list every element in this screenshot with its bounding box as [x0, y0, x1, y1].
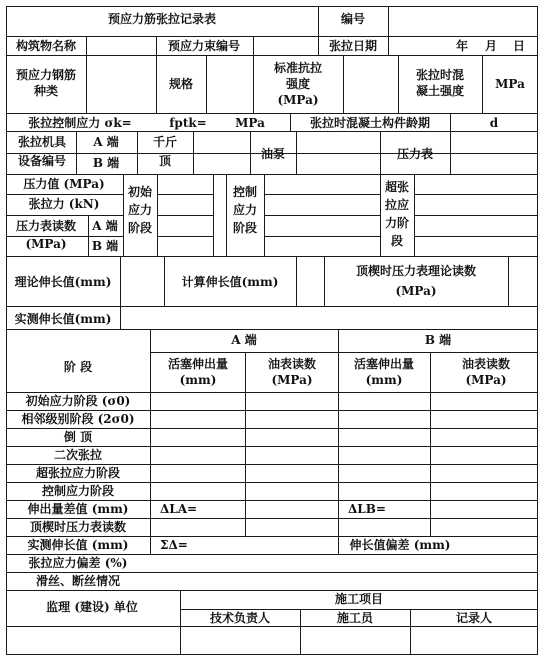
rule-line	[264, 215, 380, 216]
rule-line	[6, 482, 538, 483]
delta-b-label: ΔLB=	[348, 502, 386, 516]
stage-end-a: A 端	[92, 219, 118, 233]
elong-deviation-label: 伸长值偏差 (mm)	[349, 538, 451, 552]
piston-header-b: (mm)	[365, 373, 403, 387]
supervisor-label: 监理 (建设) 单位	[46, 600, 138, 614]
table-end-a-header: A 端	[231, 333, 257, 347]
rule-line	[253, 36, 254, 55]
over-stage-label: 拉应	[384, 198, 410, 212]
rule-line	[245, 352, 246, 536]
project-label: 施工项目	[334, 592, 384, 606]
tendon-no-label: 预应力束编号	[167, 39, 241, 53]
rule-line	[206, 55, 207, 113]
initial-stage-label: 初始	[127, 185, 153, 199]
date-month-label: 月	[484, 39, 498, 53]
rule-line	[6, 626, 538, 627]
stage-row-label: 初始应力阶段 (σ0)	[25, 394, 131, 408]
stage-row-label: 二次张拉	[53, 448, 103, 462]
rule-line	[343, 55, 344, 113]
gauge-read-label: 压力表读数	[15, 219, 77, 233]
rule-line	[86, 55, 87, 113]
initial-stage-label: 应力	[127, 203, 153, 217]
rule-line	[6, 500, 538, 501]
end-b-label: B 端	[92, 156, 120, 170]
stage-row-label: 超张拉应力阶段	[35, 466, 121, 480]
rule-line	[213, 174, 214, 256]
worker-label: 施工员	[336, 611, 374, 625]
date-day-label: 日	[512, 39, 526, 53]
stage-row-label: 实测伸长值 (mm)	[27, 538, 129, 552]
concrete-strength-unit: MPa	[495, 77, 525, 91]
rule-line	[398, 55, 399, 113]
rule-line	[6, 464, 538, 465]
gauge-label: 压力表	[396, 147, 434, 161]
stage-row-label: 倒 顶	[63, 430, 93, 444]
rule-line	[264, 194, 380, 195]
rule-line	[296, 131, 297, 174]
rule-line	[508, 256, 509, 306]
rule-line	[6, 306, 538, 307]
rule-line	[6, 654, 538, 655]
std-strength-label: 强度	[285, 77, 311, 91]
rule-line	[6, 194, 123, 195]
structure-name-label: 构筑物名称	[15, 39, 77, 53]
rule-line	[120, 256, 121, 306]
rule-line	[388, 36, 389, 55]
rule-line	[324, 256, 325, 306]
rule-line	[123, 174, 124, 256]
rule-line	[157, 215, 213, 216]
rule-line	[180, 590, 181, 654]
rule-line	[6, 410, 538, 411]
date-year-label: 年	[455, 39, 469, 53]
rule-line	[318, 36, 319, 55]
over-stage-label: 力阶	[384, 216, 410, 230]
form-title: 预应力筋张拉记录表	[107, 12, 217, 26]
delta-a-label: ΔLA=	[160, 502, 198, 516]
rule-line	[290, 113, 291, 131]
sum-delta-label: ΣΔ=	[160, 538, 188, 552]
oil-header-a: (MPa)	[271, 373, 313, 387]
rule-line	[6, 131, 538, 132]
measured-elong-label: 实测伸长值(mm)	[14, 312, 112, 326]
rule-line	[137, 131, 138, 174]
rule-line	[6, 518, 538, 519]
tension-date-label: 张拉日期	[328, 39, 378, 53]
control-stage-label: 应力	[232, 203, 258, 217]
wedge-theory-label: 顶楔时压力表理论读数	[355, 264, 477, 278]
theory-elong-label: 理论伸长值(mm)	[14, 275, 112, 289]
day-unit: d	[489, 116, 499, 130]
rule-line	[156, 36, 157, 55]
rule-line	[6, 215, 123, 216]
initial-stage-label: 阶段	[127, 221, 153, 235]
rule-line	[410, 609, 411, 654]
control-stage-label: 控制	[232, 185, 258, 199]
rule-line	[164, 256, 165, 306]
piston-header-b: 活塞伸出量	[353, 357, 415, 371]
concrete-strength-label: 凝土强度	[415, 84, 465, 98]
stage-row-label: 顶楔时压力表读数	[29, 520, 127, 534]
rule-line	[193, 131, 194, 174]
rule-line	[157, 236, 213, 237]
rule-line	[338, 329, 339, 554]
rule-line	[300, 609, 301, 654]
rule-line	[120, 306, 121, 329]
stage-row-label: 伸出量差值 (mm)	[27, 502, 129, 516]
std-strength-label: (MPa)	[277, 93, 319, 107]
steel-type-label: 预应力钢筋	[15, 68, 77, 82]
rule-line	[296, 256, 297, 306]
jack-label: 千斤	[152, 135, 178, 149]
piston-header-a: (mm)	[179, 373, 217, 387]
spec-label: 规格	[168, 77, 194, 91]
std-strength-label: 标准抗拉	[273, 61, 323, 75]
rule-line	[414, 215, 538, 216]
rule-line	[482, 55, 483, 113]
rule-line	[450, 131, 451, 174]
rule-line	[157, 194, 213, 195]
stage-end-b: B 端	[91, 239, 119, 253]
rule-line	[414, 194, 538, 195]
stage-header: 阶 段	[63, 360, 93, 374]
rule-line	[380, 131, 381, 174]
concrete-strength-label: 张拉时混	[415, 68, 465, 82]
rule-line	[6, 6, 7, 654]
rule-line	[318, 6, 319, 36]
rule-line	[156, 55, 157, 113]
control-stage-label: 阶段	[232, 221, 258, 235]
rule-line	[226, 174, 227, 256]
pressure-label: 压力值 (MPa)	[23, 177, 105, 191]
mpa-unit: MPa	[235, 116, 265, 130]
rule-line	[150, 329, 151, 554]
stage-row-label: 张拉应力偏差 (%)	[28, 556, 128, 570]
tech-lead-label: 技术负责人	[209, 611, 271, 625]
recorder-label: 记录人	[455, 611, 493, 625]
rule-line	[250, 131, 251, 174]
fptk-label: fptk=	[169, 116, 207, 130]
rule-line	[6, 590, 538, 591]
rule-line	[388, 6, 389, 36]
wedge-theory-label: (MPa)	[395, 284, 437, 298]
rule-line	[150, 352, 538, 353]
oil-header-b: (MPa)	[465, 373, 507, 387]
rule-line	[6, 256, 538, 257]
stage-row-label: 控制应力阶段	[41, 484, 115, 498]
machine-label: 张拉机具	[17, 135, 67, 149]
serial-no-label: 编号	[340, 12, 366, 26]
rule-line	[88, 215, 89, 256]
rule-line	[537, 6, 538, 654]
member-age-label: 张拉时混凝土构件龄期	[309, 116, 431, 130]
rule-line	[86, 36, 87, 55]
table-end-b-header: B 端	[424, 333, 452, 347]
end-a-label: A 端	[93, 135, 119, 149]
rule-line	[450, 113, 451, 131]
over-stage-label: 超张	[384, 180, 410, 194]
rule-line	[264, 236, 380, 237]
rule-line	[6, 392, 538, 393]
rule-line	[6, 174, 538, 175]
rule-line	[6, 572, 538, 573]
rule-line	[253, 55, 254, 113]
stage-row-label: 滑丝、断丝情况	[35, 574, 121, 588]
rule-line	[6, 113, 538, 114]
over-stage-label: 段	[390, 234, 404, 248]
stage-row-label: 相邻级别阶段 (2σ0)	[21, 412, 135, 426]
pump-label: 油泵	[260, 147, 286, 161]
rule-line	[76, 153, 137, 154]
rule-line	[180, 609, 538, 610]
oil-header-a: 油表读数	[267, 357, 317, 371]
gauge-read-label: (MPa)	[25, 237, 67, 251]
force-label: 张拉力 (kN)	[28, 197, 100, 211]
rule-line	[6, 428, 538, 429]
oil-header-b: 油表读数	[461, 357, 511, 371]
rule-line	[6, 536, 538, 537]
rule-line	[380, 174, 381, 256]
rule-line	[6, 6, 538, 7]
calc-elong-label: 计算伸长值(mm)	[181, 275, 279, 289]
jack-label: 顶	[158, 154, 172, 168]
rule-line	[6, 554, 538, 555]
machine-label: 设备编号	[17, 154, 67, 168]
rule-line	[6, 329, 538, 330]
steel-type-label: 种类	[33, 84, 59, 98]
rule-line	[414, 236, 538, 237]
control-stress-label: 张拉控制应力 σk=	[28, 116, 132, 130]
rule-line	[430, 352, 431, 536]
piston-header-a: 活塞伸出量	[167, 357, 229, 371]
rule-line	[6, 446, 538, 447]
